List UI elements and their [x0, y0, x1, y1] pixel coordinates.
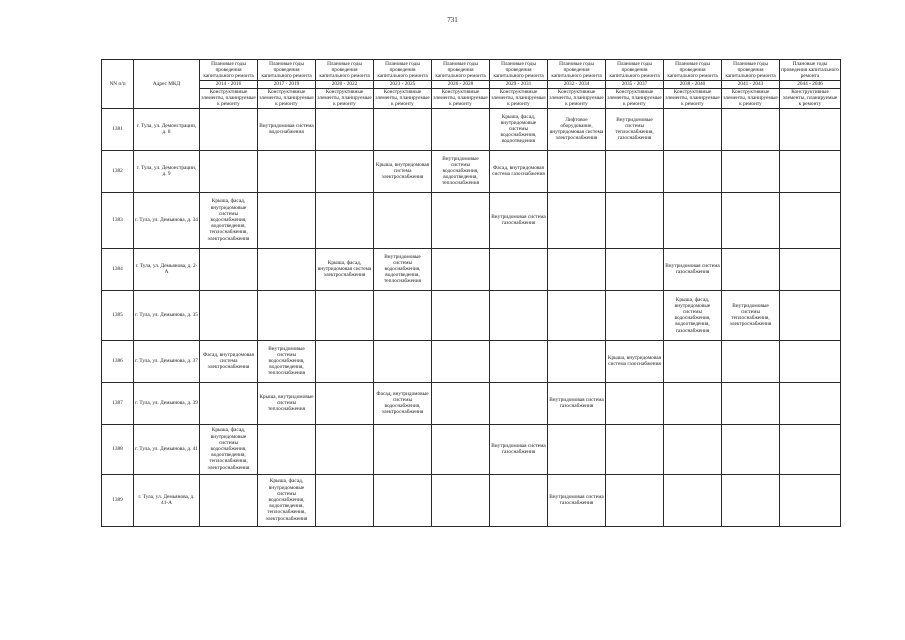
row-period-cell: Внутридомовая система газоснабжения [548, 382, 606, 424]
header-period [606, 60, 664, 89]
header-elements: Конструктивные элементы, планируемые к ремонту [317, 89, 372, 108]
capital-repair-plan-table [101, 59, 841, 527]
row-period-cell [780, 340, 841, 382]
row-period-cell [780, 248, 841, 290]
header-period-range: 2014 - 2016 [200, 80, 257, 87]
row-period-cell [258, 248, 316, 290]
header-period-label: Плановые годы проведения капитального ремонта [319, 60, 370, 79]
header-period [432, 60, 490, 89]
row-period-cell [316, 424, 374, 474]
row-period-cell [548, 248, 606, 290]
table-header [102, 60, 841, 109]
row-period-cell [606, 424, 664, 474]
row-address: г. Тула, ул. Демонстрации, д. 9 [134, 150, 200, 192]
header-period-range: 2029 - 2031 [490, 80, 547, 87]
header-period-range: 2023 - 2025 [374, 80, 431, 87]
row-period-cell [258, 424, 316, 474]
header-period-label: Плановые годы проведения капитального ремонта [781, 60, 839, 79]
row-address: г. Тула, ул. Демьянова, д. 41 [134, 424, 200, 474]
table-row [102, 474, 841, 526]
row-address: г. Тула, ул. Демьянова, д. 41-А [134, 474, 200, 526]
row-period-cell: Фасад, внутридомовая система электроснабжения [200, 340, 258, 382]
row-period-cell [780, 474, 841, 526]
row-address: г. Тула, ул. Демьянова, д. 37 [134, 340, 200, 382]
row-period-cell [722, 192, 780, 248]
row-period-cell [200, 108, 258, 150]
header-row-periods [102, 60, 841, 89]
header-period [200, 60, 258, 89]
row-period-cell: Внутридомовая система газоснабжения [664, 248, 722, 290]
row-address: г. Тула, ул. Демьянова, д. 35 [134, 290, 200, 340]
row-period-cell [316, 340, 374, 382]
row-period-cell [606, 248, 664, 290]
row-period-cell [490, 290, 548, 340]
row-period-cell [200, 474, 258, 526]
row-period-cell [780, 382, 841, 424]
row-period-cell [548, 192, 606, 248]
header-period-label: Плановые годы проведения капитального ремонта [725, 60, 776, 79]
header-elements: Конструктивные элементы, планируемые к ремонту [607, 89, 662, 108]
table-row [102, 150, 841, 192]
row-period-cell [374, 340, 432, 382]
row-period-cell [664, 150, 722, 192]
row-period-cell [258, 290, 316, 340]
row-period-cell [548, 424, 606, 474]
row-address: г. Тула, ул. Демьянова, д. 34 [134, 192, 200, 248]
row-period-cell: Крыша, внутридомовая система газоснабжения [606, 340, 664, 382]
row-period-cell [780, 192, 841, 248]
row-period-cell [722, 248, 780, 290]
row-number: 1389 [102, 474, 134, 526]
row-period-cell [200, 290, 258, 340]
header-elements: Конструктивные элементы, планируемые к ремонту [259, 89, 314, 108]
header-period-range: 2035 - 2037 [606, 80, 663, 87]
row-period-cell [490, 382, 548, 424]
row-period-cell [432, 290, 490, 340]
row-period-cell [200, 248, 258, 290]
header-elements: Конструктивные элементы, планируемые к ремонту [201, 89, 256, 108]
table-body [102, 108, 841, 526]
row-period-cell [780, 108, 841, 150]
row-period-cell [258, 150, 316, 192]
row-period-cell [606, 474, 664, 526]
header-period-label: Плановые годы проведения капитального ремонта [667, 60, 718, 79]
header-period-range: 2032 - 2034 [548, 80, 605, 87]
header-period [780, 60, 841, 89]
row-period-cell: Внутридомовые системы теплоснабжения, электроснабжения [722, 290, 780, 340]
row-period-cell [664, 424, 722, 474]
row-period-cell [490, 474, 548, 526]
header-period [722, 60, 780, 89]
row-period-cell [432, 474, 490, 526]
header-period [316, 60, 374, 89]
table-row [102, 382, 841, 424]
row-period-cell: Крыша, фасад, внутридомовые системы водоснабжения, водоотведения, теплоснабжения, электроснабжения [200, 424, 258, 474]
row-period-cell [606, 290, 664, 340]
row-period-cell [722, 150, 780, 192]
header-period-label: Плановые годы проведения капитального ремонта [435, 60, 486, 79]
row-period-cell: Фасад, внутридомовые системы водоснабжения, электроснабжения [374, 382, 432, 424]
header-elements: Конструктивные элементы, планируемые к ремонту [375, 89, 430, 108]
header-nn: NN п/п [102, 60, 134, 109]
row-period-cell [722, 474, 780, 526]
row-period-cell [664, 192, 722, 248]
row-period-cell [490, 248, 548, 290]
row-period-cell [548, 290, 606, 340]
row-number: 1382 [102, 150, 134, 192]
row-period-cell [316, 474, 374, 526]
row-period-cell [316, 108, 374, 150]
row-period-cell: Внутридомовые системы водоснабжения, водоотведения, теплоснабжения [432, 150, 490, 192]
row-period-cell [374, 474, 432, 526]
row-period-cell [432, 108, 490, 150]
table-row [102, 290, 841, 340]
row-period-cell [664, 474, 722, 526]
row-period-cell [432, 340, 490, 382]
header-period-label: Плановые годы проведения капитального ремонта [261, 60, 312, 79]
table-row [102, 192, 841, 248]
row-period-cell: Внутридомовая система газоснабжения [548, 474, 606, 526]
header-elements: Конструктивные элементы, планируемые к ремонту [780, 89, 841, 109]
header-elements: Конструктивные элементы, планируемые к ремонту [723, 89, 778, 108]
row-period-cell [664, 108, 722, 150]
row-number: 1384 [102, 248, 134, 290]
row-period-cell [432, 382, 490, 424]
row-period-cell [316, 192, 374, 248]
row-period-cell [316, 150, 374, 192]
row-period-cell [780, 290, 841, 340]
row-period-cell [722, 382, 780, 424]
row-period-cell [780, 150, 841, 192]
row-period-cell: Внутридомовые системы водоснабжения, водоотведения, теплоснабжения [374, 248, 432, 290]
row-period-cell: Крыша, внутридомовые системы теплоснабжения [258, 382, 316, 424]
row-number: 1381 [102, 108, 134, 150]
row-period-cell [548, 150, 606, 192]
row-period-cell [722, 340, 780, 382]
row-period-cell: Крыша, фасад, внутридомовая система электроснабжения [316, 248, 374, 290]
header-period-range: 2038 - 2040 [664, 80, 721, 87]
row-number: 1388 [102, 424, 134, 474]
row-period-cell: Крыша, фасад, внутридомовые системы водоснабжения, водоотведения [490, 108, 548, 150]
row-period-cell [432, 424, 490, 474]
row-period-cell [374, 108, 432, 150]
row-period-cell [374, 424, 432, 474]
header-row-elements [102, 89, 841, 109]
row-period-cell: Крыша, фасад, внутридомовые системы водоснабжения, водоотведения, теплоснабжения, электроснабжения [200, 192, 258, 248]
header-period [664, 60, 722, 89]
header-period-range: 2041 - 2043 [722, 80, 779, 87]
row-address: г. Тула, ул. Демонстрации, д. 8 [134, 108, 200, 150]
row-number: 1387 [102, 382, 134, 424]
header-period [548, 60, 606, 89]
row-number: 1385 [102, 290, 134, 340]
header-period-label: Плановые годы проведения капитального ремонта [493, 60, 544, 79]
row-period-cell [606, 192, 664, 248]
row-period-cell [316, 382, 374, 424]
row-period-cell: Внутридомовая система газоснабжения [490, 424, 548, 474]
row-period-cell: Внутридомовая система газоснабжения [490, 192, 548, 248]
table-row [102, 108, 841, 150]
row-period-cell [664, 382, 722, 424]
row-period-cell [258, 192, 316, 248]
header-elements: Конструктивные элементы, планируемые к ремонту [491, 89, 546, 108]
table-row [102, 248, 841, 290]
header-address: Адрес МКД [134, 60, 200, 109]
header-period-range: 2026 - 2028 [432, 80, 489, 87]
header-period-range: 2044 - 2046 [780, 80, 840, 87]
row-period-cell [432, 192, 490, 248]
row-period-cell [548, 340, 606, 382]
header-period-label: Плановые годы проведения капитального ремонта [377, 60, 428, 79]
header-elements: Конструктивные элементы, планируемые к ремонту [433, 89, 488, 108]
row-period-cell [606, 150, 664, 192]
header-period [490, 60, 548, 89]
header-period-range: 2017 - 2019 [258, 80, 315, 87]
row-period-cell [432, 248, 490, 290]
row-period-cell: Крыша, фасад, внутридомовые системы водоснабжения, водоотведения, газоснабжения [664, 290, 722, 340]
header-period-label: Плановые годы проведения капитального ремонта [203, 60, 254, 79]
row-period-cell [722, 424, 780, 474]
row-period-cell [374, 192, 432, 248]
header-elements: Конструктивные элементы, планируемые к ремонту [665, 89, 720, 108]
row-period-cell [200, 382, 258, 424]
header-period-label: Плановые годы проведения капитального ремонта [551, 60, 602, 79]
row-number: 1386 [102, 340, 134, 382]
row-period-cell: Лифтовое оборудование, внутридомовая система электроснабжения [548, 108, 606, 150]
row-period-cell [374, 290, 432, 340]
row-period-cell [664, 340, 722, 382]
header-period [258, 60, 316, 89]
table-row [102, 424, 841, 474]
row-period-cell [606, 382, 664, 424]
row-period-cell [316, 290, 374, 340]
row-period-cell [780, 424, 841, 474]
row-period-cell: Внутридомовые системы водоснабжения, водоотведения, теплоснабжения [258, 340, 316, 382]
row-period-cell: Внутридомовые системы теплоснабжения, газоснабжения [606, 108, 664, 150]
row-period-cell [722, 108, 780, 150]
row-period-cell [490, 340, 548, 382]
row-address: г. Тула, ул. Демьянова, д. 2-А [134, 248, 200, 290]
header-period-range: 2020 - 2022 [316, 80, 373, 87]
row-period-cell: Крыша, фасад, внутридомовые системы водоснабжения, водоотведения, теплоснабжения, электроснабжения [258, 474, 316, 526]
row-period-cell: Фасад, внутридомовая система газоснабжения [490, 150, 548, 192]
row-period-cell [200, 150, 258, 192]
row-address: г. Тула, ул. Демьянова, д. 39 [134, 382, 200, 424]
row-period-cell: Крыша, внутридомовая система электроснабжения [374, 150, 432, 192]
page-number: 731 [447, 16, 458, 24]
header-period [374, 60, 432, 89]
row-period-cell: Внутридомовая система водоснабжения [258, 108, 316, 150]
header-elements: Конструктивные элементы, планируемые к ремонту [549, 89, 604, 108]
row-number: 1383 [102, 192, 134, 248]
table-row [102, 340, 841, 382]
header-period-label: Плановые годы проведения капитального ремонта [609, 60, 660, 79]
